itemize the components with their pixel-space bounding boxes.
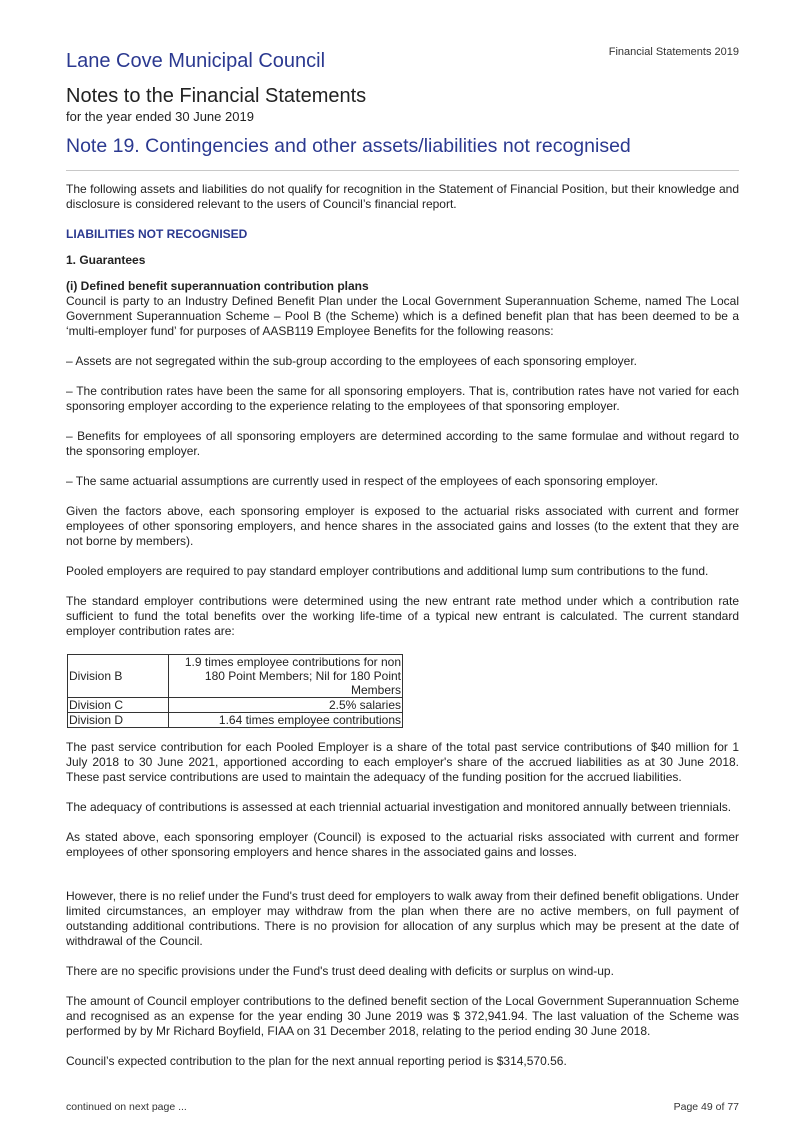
expected-contribution-paragraph: Council’s expected contribution to the plan for the next annual reporting period is $314,570.56. [66,1054,567,1068]
division-cell: Division B [68,655,169,698]
continued-note: continued on next page ... [66,1101,187,1113]
document-label: Financial Statements 2019 [608,46,739,58]
standard-contributions-paragraph: The standard employer contributions were determined using the new entrant rate method under which a contribution rate sufficient to fund the total benefits over the working life-time of a typical new entrant is calculated. The current standard employer contribution rates are: [66,594,739,638]
provisions-paragraph: There are no specific provisions under the Fund's trust deed dealing with deficits or surplus on wind-up. [66,964,614,978]
rate-cell: 1.64 times employee contributions [169,713,403,728]
pooled-paragraph: Pooled employers are required to pay standard employer contributions and additional lump sum contributions to the fund. [66,564,709,578]
plan-intro: Council is party to an Industry Defined Benefit Plan under the Local Government Superannuation Scheme, named The Local Government Superannuation Scheme – Pool B (the Scheme) which is a defined benefit plan that has been deemed to be a ‘multi-employer fund’ for purposes of AASB119 Employee Benefits for the following reasons: [66,294,739,338]
period-subtitle: for the year ended 30 June 2019 [66,109,254,124]
spacer [66,875,739,889]
table-row [68,655,403,698]
reason-3: – Benefits for employees of all sponsoring employers are determined according to the same formulae and without regard to the sponsoring employer. [66,429,739,458]
notes-title: Notes to the Financial Statements [66,85,367,107]
section-heading: LIABILITIES NOT RECOGNISED [66,227,248,241]
factors-paragraph: Given the factors above, each sponsoring employer is exposed to the actuarial risks associated with current and former employees of other sponsoring employers, and hence shares in the associated gains and losses (to the extent that they are not borne by members). [66,504,739,548]
rate-cell: 1.9 times employee contributions for non 180 Point Members; Nil for 180 Point Members [169,655,403,698]
intro-paragraph: The following assets and liabilities do not qualify for recognition in the Statement of Financial Position, but their knowledge and disclosure is considered relevant to the users of Council’s financial report. [66,182,739,211]
plan-heading: (i) Defined benefit superannuation contribution plans [66,279,369,293]
adequacy-paragraph: The adequacy of contributions is assessed at each triennial actuarial investigation and monitored annually between triennials. [66,800,732,814]
table-row [68,713,403,728]
page-number: Page 49 of 77 [673,1101,739,1113]
note-body [66,182,739,1084]
division-cell: Division C [68,698,169,713]
division-cell: Division D [68,713,169,728]
past-service-paragraph: The past service contribution for each Pooled Employer is a share of the total past service contributions of $40 million for 1 July 2018 to 30 June 2021, apportioned according to each employer's share of the accrued liabilities as at 30 June 2018. These past service contributions are used to maintain the adequacy of the funding position for the accrued liabilities. [66,740,739,784]
relief-paragraph: However, there is no relief under the Fund's trust deed for employers to walk away from their defined benefit obligations. Under limited circumstances, an employer may withdraw from the plan when there are no active members, on full payment of outstanding additional contributions. There is no provision for allocation of any surplus which may be present at the date of withdrawal of the Council. [66,889,739,948]
exposed-paragraph: As stated above, each sponsoring employer (Council) is exposed to the actuarial risks associated with current and former employees of other sponsoring employers and hence shares in the associated gains and losses. [66,830,739,859]
subsection-heading: 1. Guarantees [66,253,146,267]
table-row [68,698,403,713]
reason-1: – Assets are not segregated within the sub-group according to the employees of each sponsoring employer. [66,354,638,368]
header-divider [66,170,739,171]
note-title: Note 19. Contingencies and other assets/liabilities not recognised [66,135,631,157]
reason-4: – The same actuarial assumptions are currently used in respect of the employees of each sponsoring employer. [66,474,659,488]
contribution-rates-table [67,654,403,728]
amount-paragraph: The amount of Council employer contributions to the defined benefit section of the Local Government Superannuation Scheme and recognised as an expense for the year ending 30 June 2019 was $ 372,941.94. The last valuation of the Scheme was performed by by Mr Richard Boyfield, FIAA on 31 December 2018, relating to the period ending 30 June 2018. [66,994,739,1038]
plan-paragraph [66,279,739,339]
council-name: Lane Cove Municipal Council [66,50,326,72]
rate-cell: 2.5% salaries [169,698,403,713]
reason-2: – The contribution rates have been the same for all sponsoring employers. That is, contribution rates have not varied for each sponsoring employer according to the experience relating to the employees of that sponsoring employer. [66,384,739,413]
